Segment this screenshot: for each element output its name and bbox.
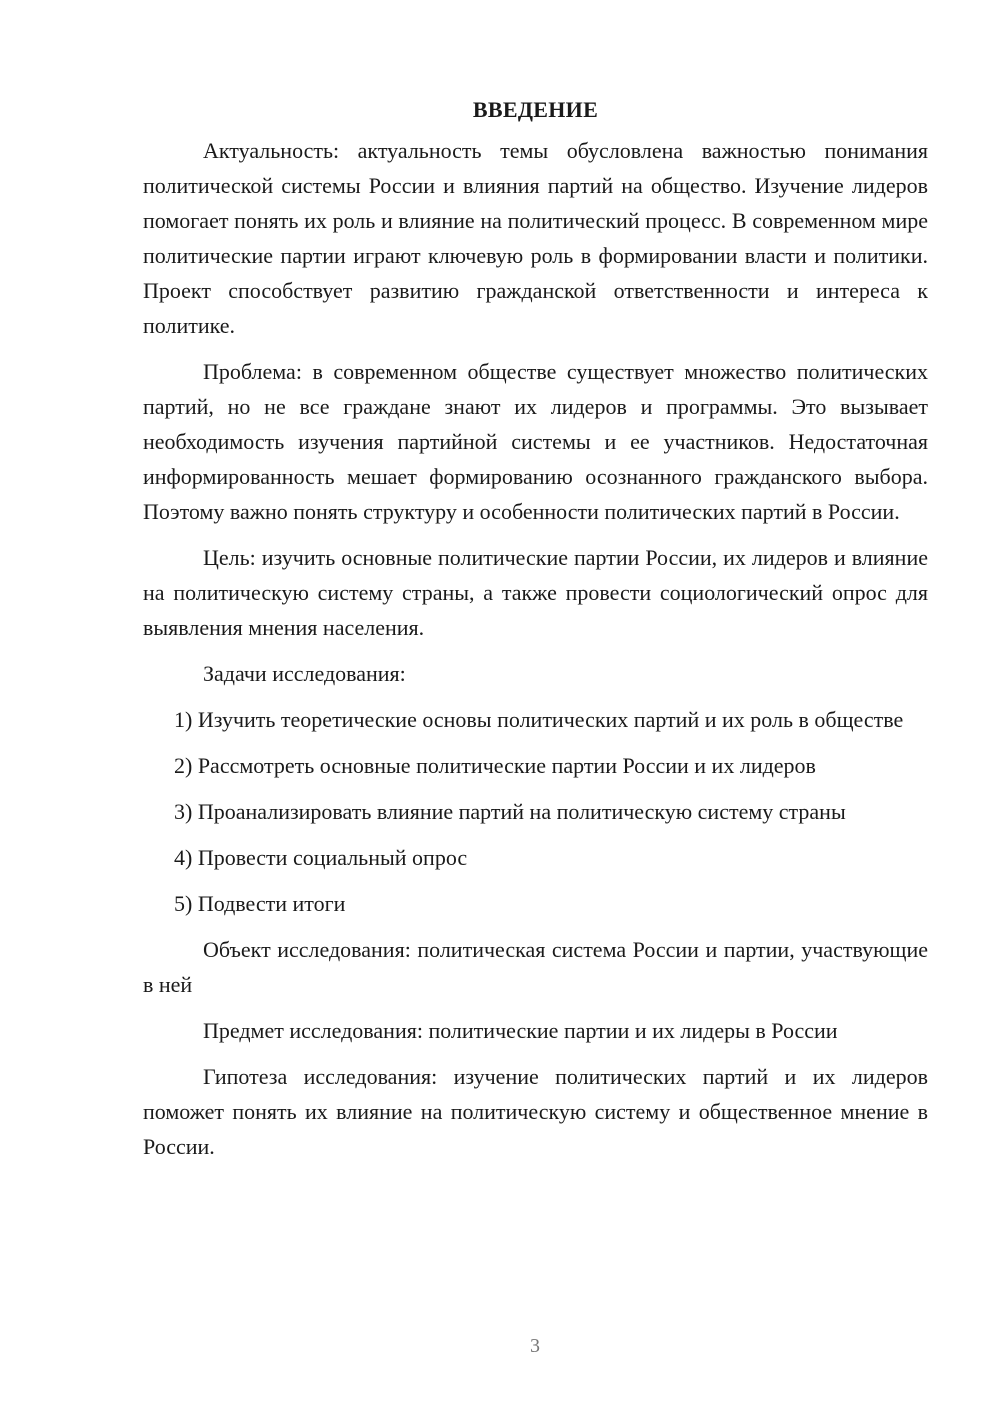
paragraph-relevance: Актуальность: актуальность темы обусловлена важностью понимания политической системы России и влияния партий на общество. Изучение лидеров помогает понять их роль и влияние на политический процесс. В современном мире политические партии играют ключевую роль в формировании власти и политики. Проект способствует развитию гражданской ответственности и интереса к политике. — [143, 138, 928, 338]
task-item-3: 3) Проанализировать влияние партий на политическую систему страны — [174, 799, 846, 824]
page-content — [143, 92, 928, 1175]
paragraph-hypothesis: Гипотеза исследования: изучение политических партий и их лидеров поможет понять их влияние на политическую систему и общественное мнение в России. — [143, 1064, 928, 1159]
paragraph-subject: Предмет исследования: политические партии и их лидеры в России — [203, 1018, 838, 1043]
task-item-2: 2) Рассмотреть основные политические партии России и их лидеров — [174, 753, 816, 778]
task-item-1: 1) Изучить теоретические основы политических партий и их роль в обществе — [174, 707, 904, 732]
paragraph-object: Объект исследования: политическая система России и партии, участвующие в ней — [143, 937, 928, 997]
task-item-5: 5) Подвести итоги — [174, 891, 346, 916]
task-item-4: 4) Провести социальный опрос — [174, 845, 468, 870]
paragraph-problem: Проблема: в современном обществе существует множество политических партий, но не все граждане знают их лидеров и программы. Это вызывает необходимость изучения партийной системы и ее участников. Недостаточная информированность мешает формированию осознанного гражданского выбора. Поэтому важно понять структуру и особенности политических партий в России. — [143, 359, 928, 524]
page-number: 3 — [530, 1335, 540, 1357]
paragraph-goal: Цель: изучить основные политические партии России, их лидеров и влияние на политическую систему страны, а также провести социологический опрос для выявления мнения населения. — [143, 545, 928, 640]
paragraph-tasks-heading: Задачи исследования: — [203, 661, 406, 686]
section-title: ВВЕДЕНИЕ — [472, 97, 599, 122]
